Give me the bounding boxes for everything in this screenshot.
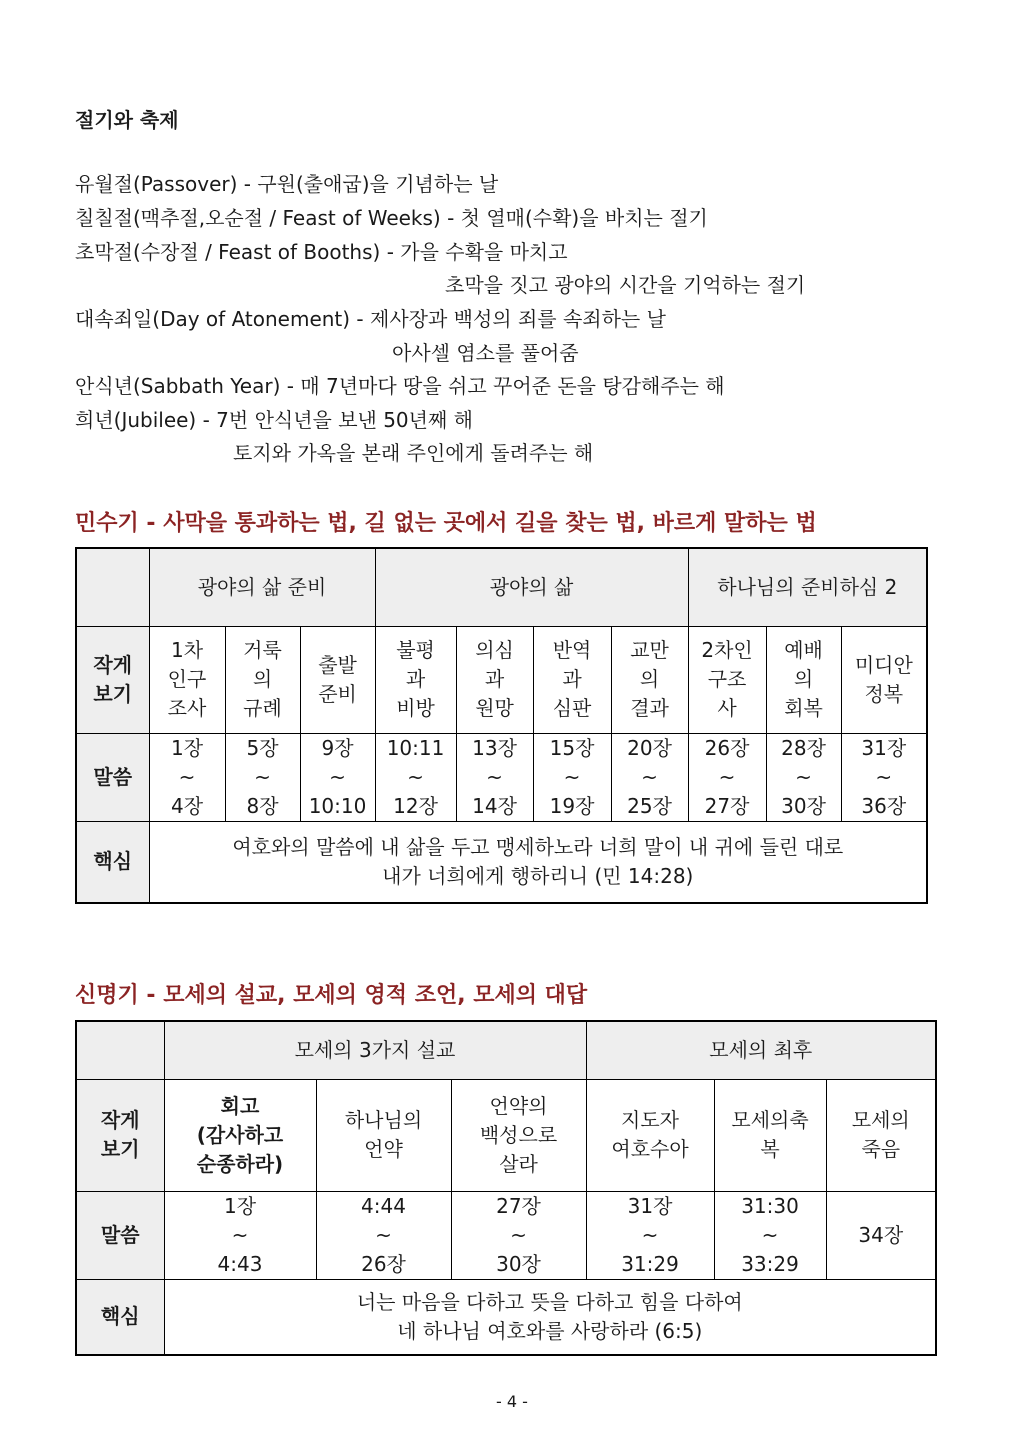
section-title-festivals: 절기와 축제 <box>75 108 179 132</box>
word-cell: 13장 ~ 14장 <box>456 733 533 821</box>
deuteronomy-table <box>75 1020 937 1356</box>
table-corner <box>76 548 149 626</box>
group-header: 모세의 최후 <box>586 1021 936 1079</box>
view-cell: 모세의 죽음 <box>826 1079 936 1191</box>
view-cell: 2차인 구조 사 <box>688 626 766 733</box>
festival-line-sabbath-year: 안식년(Sabbath Year) - 매 7년마다 땅을 쉬고 꾸어준 돈을 탕감해주는 해 <box>75 374 725 398</box>
view-cell: 거룩 의 규례 <box>225 626 300 733</box>
word-cell: 1장 ~ 4장 <box>149 733 225 821</box>
festival-line-passover: 유월절(Passover) - 구원(출애굽)을 기념하는 날 <box>75 172 499 196</box>
festival-line-jubilee: 희년(Jubilee) - 7번 안식년을 보낸 50년째 해 <box>75 408 473 432</box>
row-label-word: 말씀 <box>76 1191 164 1279</box>
view-cell-heading: 회고 (감사하고 순종하라) <box>196 1093 284 1176</box>
view-cell: 출발 준비 <box>300 626 375 733</box>
view-cell: 지도자 여호수아 <box>586 1079 714 1191</box>
numbers-title: 민수기 - 사막을 통과하는 법, 길 없는 곳에서 길을 찾는 법, 바르게 말하는 법 <box>75 511 817 536</box>
row-label-view: 작게 보기 <box>76 626 149 733</box>
word-cell: 5장 ~ 8장 <box>225 733 300 821</box>
word-cell: 15장 ~ 19장 <box>533 733 611 821</box>
word-cell: 27장 ~ 30장 <box>451 1191 586 1279</box>
word-cell: 31장 ~ 36장 <box>841 733 927 821</box>
row-label-core: 핵심 <box>76 1279 164 1355</box>
festival-line-atonement: 대속죄일(Day of Atonement) - 제사장과 백성의 죄를 속죄하는 날 <box>75 307 666 331</box>
group-header: 모세의 3가지 설교 <box>164 1021 586 1079</box>
row-label-word: 말씀 <box>76 733 149 821</box>
numbers-table <box>75 547 928 904</box>
word-cell: 10:11 ~ 12장 <box>375 733 456 821</box>
view-cell: 예배 의 회복 <box>766 626 841 733</box>
core-verse: 너는 마음을 다하고 뜻을 다하고 힘을 다하여 네 하나님 여호와를 사랑하라 (6:5) <box>164 1279 936 1355</box>
view-cell: 1차 인구 조사 <box>149 626 225 733</box>
group-header: 광야의 삶 <box>375 548 688 626</box>
view-cell: 불평 과 비방 <box>375 626 456 733</box>
word-cell: 28장 ~ 30장 <box>766 733 841 821</box>
view-cell: 미디안 정복 <box>841 626 927 733</box>
festival-line-atonement-cont: 아사셀 염소를 풀어줌 <box>392 341 579 365</box>
view-cell <box>164 1079 316 1191</box>
view-cell: 하나님의 언약 <box>316 1079 451 1191</box>
word-cell: 1장 ~ 4:43 <box>164 1191 316 1279</box>
view-cell: 언약의 백성으로 살라 <box>451 1079 586 1191</box>
view-cell: 모세의축 복 <box>714 1079 826 1191</box>
festival-line-jubilee-cont: 토지와 가옥을 본래 주인에게 돌려주는 해 <box>233 441 594 465</box>
festival-line-booths-cont: 초막을 짓고 광야의 시간을 기억하는 절기 <box>445 273 806 297</box>
festival-line-booths: 초막절(수장절 / Feast of Booths) - 가을 수확을 마치고 <box>75 240 568 264</box>
word-cell: 20장 ~ 25장 <box>611 733 688 821</box>
page-number: - 4 - <box>496 1392 528 1411</box>
word-cell: 26장 ~ 27장 <box>688 733 766 821</box>
word-cell: 4:44 ~ 26장 <box>316 1191 451 1279</box>
row-label-view: 작게 보기 <box>76 1079 164 1191</box>
festival-line-weeks: 칠칠절(맥추절,오순절 / Feast of Weeks) - 첫 열매(수확)을 바치는 절기 <box>75 206 708 230</box>
group-header: 광야의 삶 준비 <box>149 548 375 626</box>
view-cell: 의심 과 원망 <box>456 626 533 733</box>
view-cell: 교만 의 결과 <box>611 626 688 733</box>
word-cell: 9장 ~ 10:10 <box>300 733 375 821</box>
table-corner <box>76 1021 164 1079</box>
row-label-core: 핵심 <box>76 821 149 903</box>
word-cell: 31:30 ~ 33:29 <box>714 1191 826 1279</box>
view-cell: 반역 과 심판 <box>533 626 611 733</box>
core-verse: 여호와의 말씀에 내 삶을 두고 맹세하노라 너희 말이 내 귀에 들린 대로 내가 너희에게 행하리니 (민 14:28) <box>149 821 927 903</box>
word-cell: 31장 ~ 31:29 <box>586 1191 714 1279</box>
deuteronomy-title: 신명기 - 모세의 설교, 모세의 영적 조언, 모세의 대답 <box>75 983 588 1008</box>
group-header: 하나님의 준비하심 2 <box>688 548 927 626</box>
word-cell: 34장 <box>826 1191 936 1279</box>
